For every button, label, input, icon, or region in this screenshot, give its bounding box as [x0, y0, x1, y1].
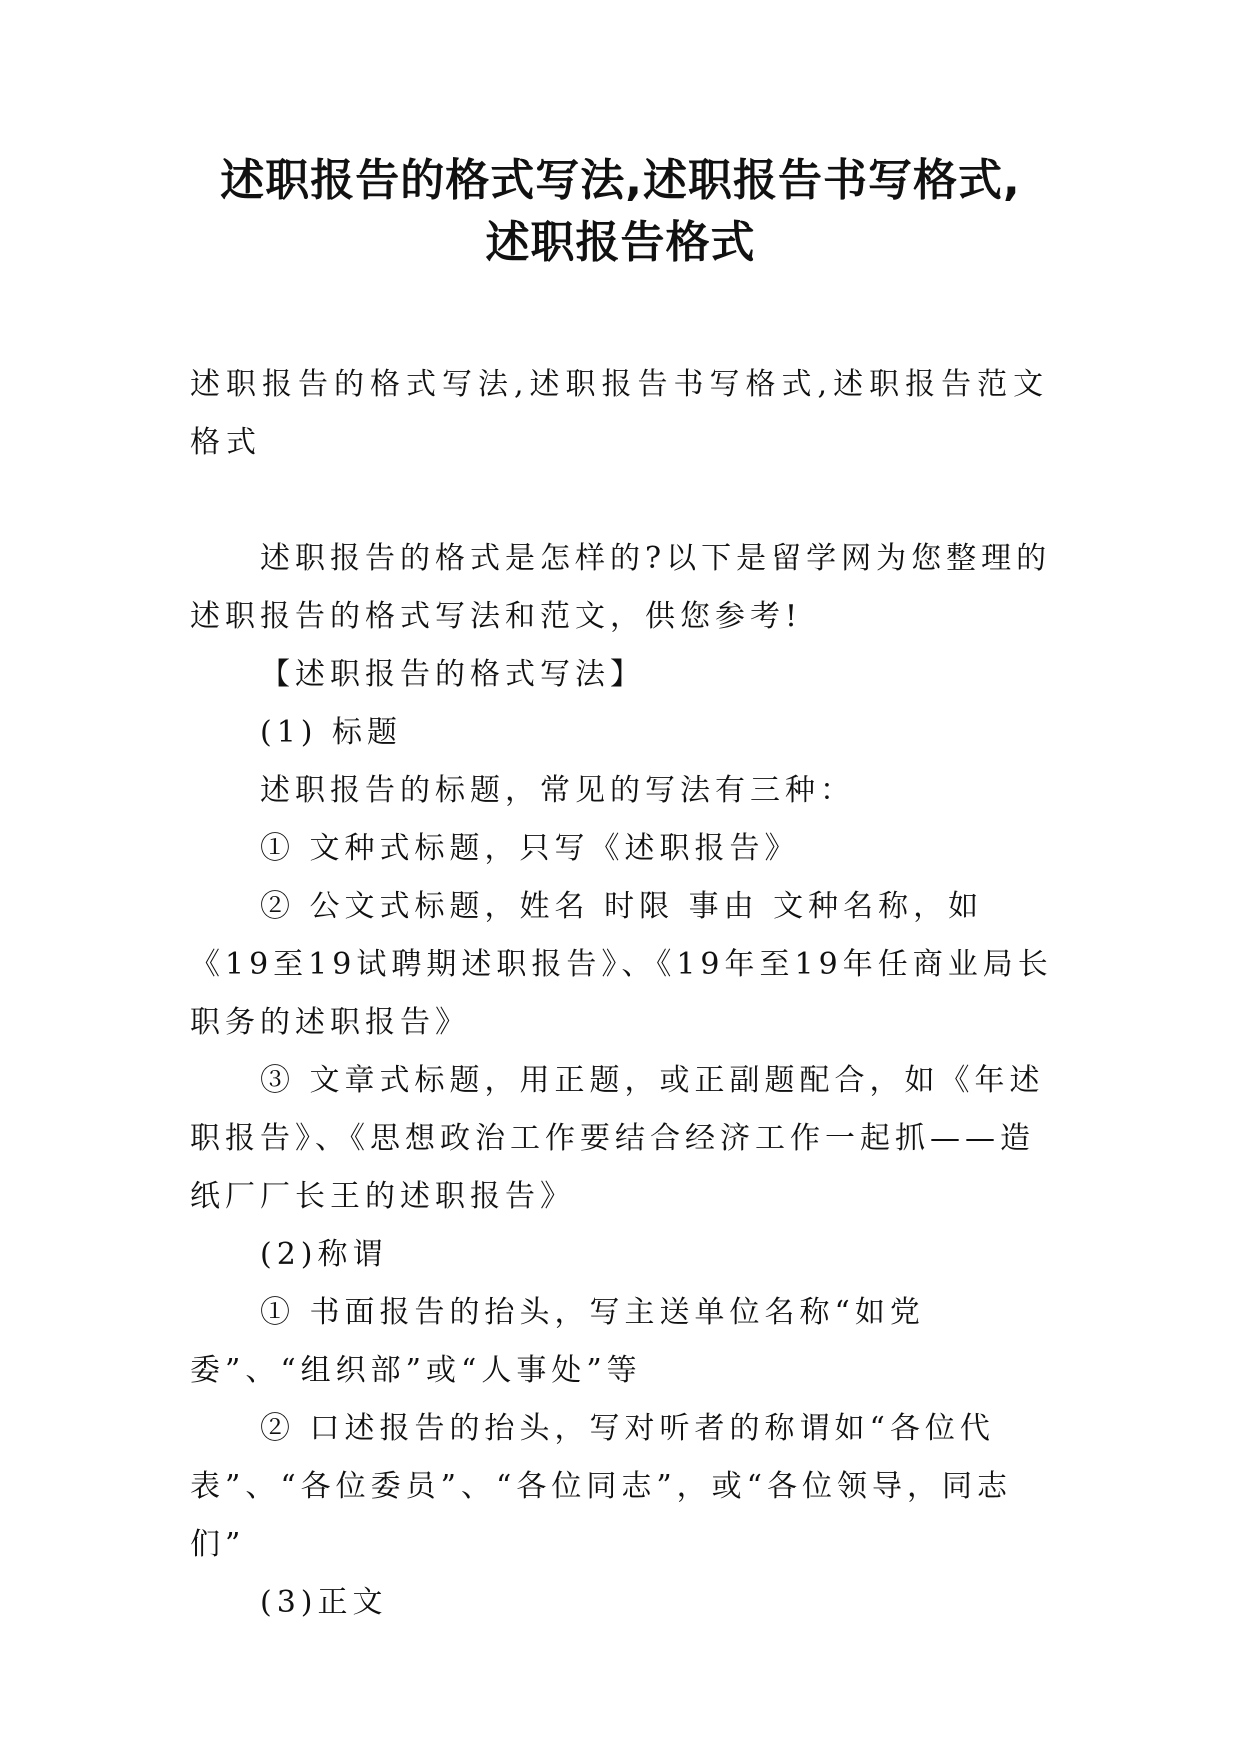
- list-item-title-3: ③ 文章式标题，用正题，或正副题配合，如《年述职报告》、《思想政治工作要结合经济工作一起抓——造纸厂厂长王的述职报告》: [190, 1063, 1045, 1214]
- paragraph-intro: 述职报告的格式是怎样的?以下是留学网为您整理的述职报告的格式写法和范文，供您参考!: [190, 541, 1052, 634]
- list-item-salutation-2: ② 口述报告的抬头，写对听者的称谓如“各位代表”、“各位委员”、“各位同志”，或“各位领导，同志们”: [190, 1411, 1013, 1562]
- list-item-title-1: ① 文种式标题，只写《述职报告》: [260, 831, 800, 866]
- title-line-2: 述职报告格式: [485, 217, 756, 268]
- section-heading: 【述职报告的格式写法】: [260, 657, 645, 692]
- list-item-title-2: ② 公文式标题，姓名 时限 事由 文种名称，如《19至19试聘期述职报告》、《19年至19年任商业局长职务的述职报告》: [190, 889, 1053, 1040]
- document-subtitle: 述职报告的格式写法,述职报告书写格式,述职报告范文格式: [190, 367, 1050, 460]
- document-body: [190, 530, 1060, 1632]
- paragraph-title-types: 述职报告的标题，常见的写法有三种：: [260, 773, 855, 808]
- heading-body: (3)正文: [260, 1585, 388, 1620]
- heading-title: (1) 标题: [260, 715, 403, 750]
- title-line-1: 述职报告的格式写法,述职报告书写格式,: [220, 155, 1021, 206]
- document-title: [190, 150, 1051, 274]
- heading-salutation: (2)称谓: [260, 1237, 388, 1272]
- list-item-salutation-1: ① 书面报告的抬头，写主送单位名称“如党委”、“组织部”或“人事处”等: [190, 1295, 925, 1388]
